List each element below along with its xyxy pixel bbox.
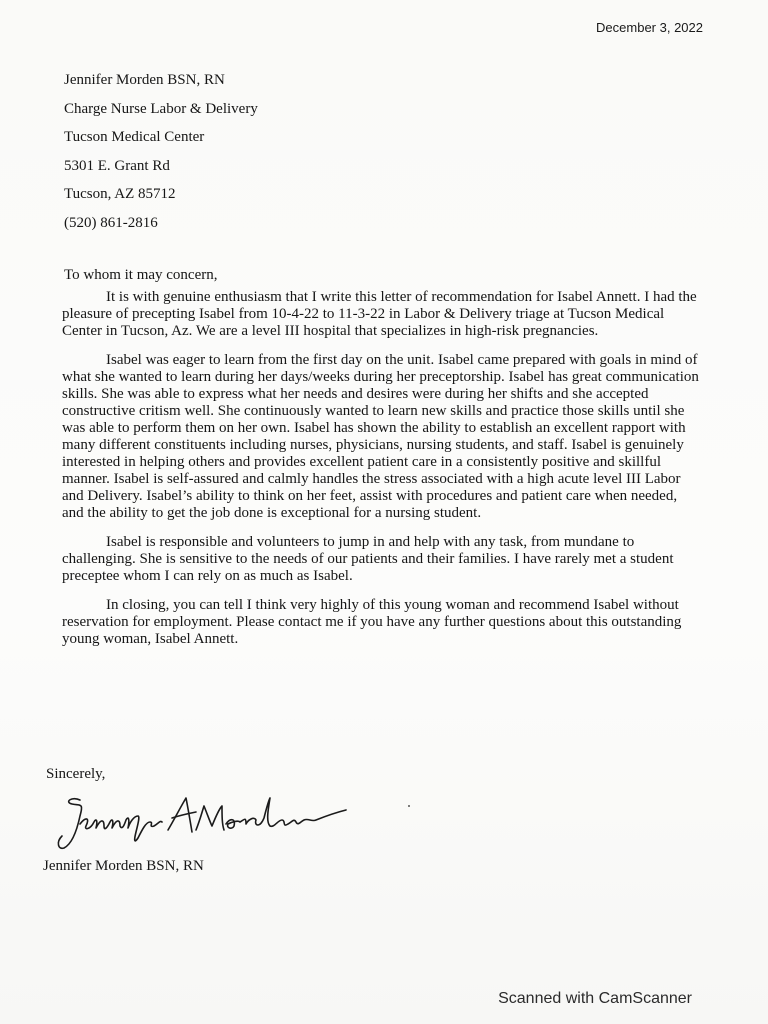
complimentary-close: Sincerely, — [46, 766, 106, 782]
sender-phone: (520) 861-2816 — [64, 214, 158, 231]
sender-city-state-zip: Tucson, AZ 85712 — [64, 186, 176, 202]
sender-address-block — [64, 66, 258, 237]
letter-date: December 3, 2022 — [596, 20, 703, 35]
body-paragraph-qualities: Isabel was eager to learn from the first day on the unit. Isabel came prepared with goals in mind of what she wanted to learn during her days/weeks during her preceptorship. Isabel has great communication skills. She was able to express what her needs and desires were during her shifts and she accepted constructive critism well. She continuously wanted to learn new skills and practice those skills until she was able to perform them on her own. Isabel has shown the ability to establish an excellent rapport with many different constituents including nurses, physicians, nursing students, and staff. Isabel is genuinely interested in helping others and provides excellent patient care in a consistently positive and skillful manner. Isabel is self-assured and calmly handles the stress associated with a high acute level III Labor and Delivery. Isabel’s ability to think on her feet, assist with procedures and patient care when needed, and the ability to get the job done is exceptional for a nursing student. — [62, 352, 699, 521]
handwritten-signature — [50, 786, 350, 856]
sender-name: Jennifer Morden BSN, RN — [64, 72, 225, 88]
sender-title: Charge Nurse Labor & Delivery — [64, 100, 258, 117]
sender-organization: Tucson Medical Center — [64, 129, 205, 145]
sender-street: 5301 E. Grant Rd — [64, 157, 170, 174]
salutation: To whom it may concern, — [64, 267, 218, 283]
signer-name: Jennifer Morden BSN, RN — [43, 858, 204, 874]
body-paragraph-closing: In closing, you can tell I think very highly of this young woman and recommend Isabel without reservation for employment. Please contact me if you have any further questions about this outstanding young woman, Isabel Annett. — [62, 597, 682, 647]
scan-speck — [408, 805, 410, 807]
letter-body — [62, 289, 700, 660]
camscanner-watermark: Scanned with CamScanner — [498, 990, 692, 1007]
body-paragraph-intro: It is with genuine enthusiasm that I write this letter of recommendation for Isabel Annett. I had the pleasure of precepting Isabel from 10-4-22 to 11-3-22 in Labor & Delivery triage at Tucson Medical Center in Tucson, Az. We are a level III hospital that specializes in high-risk pregnancies. — [62, 289, 697, 339]
body-paragraph-responsibility: Isabel is responsible and volunteers to jump in and help with any task, from mundane to challenging. She is sensitive to the needs of our patients and their families. I have rarely met a student preceptee whom I can rely on as much as Isabel. — [62, 534, 674, 584]
